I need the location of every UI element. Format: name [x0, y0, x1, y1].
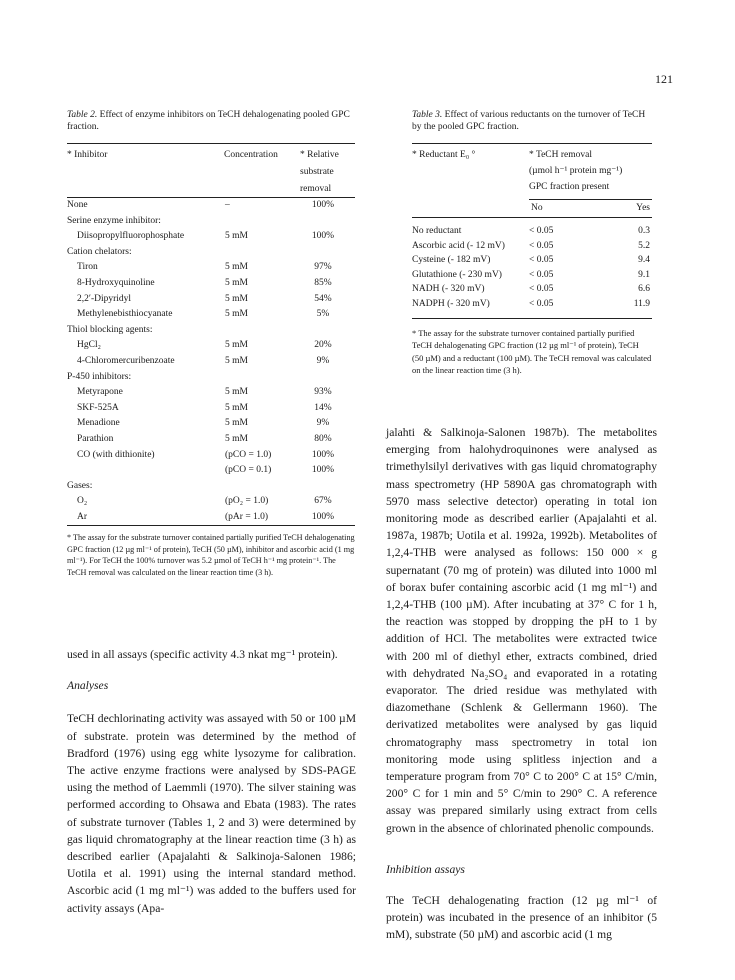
table-2-cell-inhibitor: Gases: [67, 480, 93, 491]
table-2-cell-inhibitor: Thiol blocking agents: [67, 324, 153, 335]
table-2-cell-concentration: (pCO = 0.1) [225, 465, 272, 476]
table-3-header-line-2: (µmol h⁻¹ protein mg⁻¹) [529, 166, 623, 176]
table-2-cell-inhibitor: 8-Hydroxyquinoline [77, 277, 155, 288]
table-2-cell-removal: 9% [316, 355, 330, 366]
table-2-bottom-rule [67, 525, 355, 526]
table-2-row [67, 354, 355, 370]
table-2-row [67, 385, 355, 401]
table-3-header-line-3: GPC fraction present [529, 182, 610, 192]
table-2-row [67, 323, 355, 339]
table-2-row [67, 416, 355, 432]
table-3-header [412, 144, 652, 199]
table-3-cell-no-gpc: < 0.05 [529, 269, 554, 280]
table-3-cell-no-gpc: < 0.05 [529, 284, 554, 295]
table-3-subheader-no: No [531, 203, 543, 213]
table-2-cell-removal: 9% [316, 418, 330, 429]
table-2-cell-removal: 80% [314, 433, 332, 444]
table-3-cell-gpc: 9.1 [638, 269, 650, 280]
table-3-cell-gpc: 9.4 [638, 255, 650, 266]
table-2-row [67, 245, 355, 261]
table-3-caption [412, 109, 652, 133]
table-3-cell-gpc: 11.9 [633, 298, 650, 309]
table-2-row [67, 463, 355, 479]
table-2-cell-removal: 100% [311, 465, 335, 476]
table-2-cell-concentration: 5 mM [225, 433, 248, 444]
table-3-cell-gpc: 6.6 [638, 284, 650, 295]
table-2-row [67, 338, 355, 354]
table-2 [67, 109, 355, 587]
table-3-cell-reductant: NADH (- 320 mV) [412, 284, 485, 295]
table-2-cell-inhibitor: Ar [77, 511, 88, 522]
table-2-caption [67, 109, 355, 133]
table-3-title: Effect of various reductants on the turnover of TeCH by the pooled GPC fraction. [412, 110, 646, 132]
table-2-cell-inhibitor: 4-Chloromercuribenzoate [77, 355, 175, 366]
table-3-cell-reductant: NADPH (- 320 mV) [412, 298, 490, 309]
table-2-cell-inhibitor: Serine enzyme inhibitor: [67, 215, 161, 226]
page-number: 121 [655, 72, 673, 86]
table-2-cell-concentration: (pCO = 1.0) [225, 449, 272, 460]
table-3-header-removal [529, 147, 622, 195]
table-2-cell-concentration: 5 mM [225, 418, 248, 429]
table-3-cell-no-gpc: < 0.05 [529, 298, 554, 309]
table-3-header-line-1: * TeCH removal [529, 150, 593, 160]
left-paragraph-2: TeCH dechlorinating activity was assayed with 50 or 100 µM of substrate. protein was determined by the method of Bradford (1976) using egg white lysozyme for calibration. The active enzyme fractions were analysed by SDS-PAGE using the method of Laemmli (1970). The silver staining was performed according to Ohsawa and Ebata (1983). The rates of substrate turnover (Tables 1, 2 and 3) were determined by gas liquid chromatography at the linear reaction time (3 h) as described earlier (Apajalahti & Salkinoja-Salonen 1986; Uotila et al. 1991) using the internal standard method. Ascorbic acid (1 mg ml⁻¹) was added to the buffers used for activity assays (Apa- [67, 712, 356, 915]
table-2-header-inhibitor: * Inhibitor [67, 150, 108, 160]
table-3-cell-reductant: Glutathione (- 230 mV) [412, 269, 502, 280]
table-2-cell-concentration: (pO₂ = 1.0) [225, 496, 269, 507]
table-3-label: Table 3. [412, 110, 443, 120]
table-2-cell-inhibitor: Parathion [77, 433, 114, 444]
table-3-header-rule [412, 217, 652, 218]
table-2-cell-concentration: (pAr = 1.0) [225, 511, 269, 522]
table-2-cell-inhibitor: P-450 inhibitors: [67, 371, 132, 382]
table-2-cell-concentration: 5 mM [225, 293, 248, 304]
left-column-text [67, 646, 356, 917]
table-2-cell-removal: 100% [311, 231, 335, 242]
table-3-row [412, 282, 652, 297]
table-3-row [412, 239, 652, 254]
table-3-cell-reductant: No reductant [412, 226, 462, 236]
table-2-row [67, 494, 355, 510]
section-heading-analyses: Analyses [67, 679, 109, 693]
table-3-row [412, 297, 652, 312]
table-2-cell-removal: 100% [311, 449, 335, 460]
table-2-body [67, 198, 355, 525]
table-2-header [67, 144, 355, 197]
right-paragraph-2: The TeCH dehalogenating fraction (12 µg ml⁻¹ of protein) was incubated in the presence of an inhibitor (5 mM), substrate (50 µM) and ascorbic acid (1 mg [386, 894, 657, 942]
table-2-row [67, 307, 355, 323]
table-2-cell-removal: 93% [314, 387, 332, 398]
table-3-cell-no-gpc: < 0.05 [529, 255, 554, 266]
table-2-row [67, 479, 355, 495]
left-paragraph-1: used in all assays (specific activity 4.3 nkat mg⁻¹ protein). [67, 648, 338, 661]
table-2-cell-inhibitor: SKF-525A [77, 402, 119, 413]
table-2-row [67, 432, 355, 448]
table-2-cell-inhibitor: Cation chelators: [67, 246, 132, 257]
table-2-cell-removal: 85% [314, 277, 332, 288]
table-2-row [67, 214, 355, 230]
table-2-cell-removal: 20% [314, 340, 332, 351]
table-2-cell-concentration: 5 mM [225, 355, 248, 366]
table-3-footnote: * The assay for the substrate turnover contained partially purified TeCH dehalogenating GPC fraction (12 µg ml⁻¹ of protein), TeCH (50 µM) and a reductant (100 µM). The TeCH removal was calculated on the linear reaction time (3 h). [412, 327, 652, 376]
table-2-cell-concentration: 5 mM [225, 387, 248, 398]
right-paragraph-1: jalahti & Salkinoja-Salonen 1987b). The metabolites emerging from halohydroquinones were analysed as trimethylsilyl derivatives with gas liquid chromatography mass spectrometry (HP 5890A gas chromatograph with 5970 mass selective detector) operating in total ion monitoring mode as described earlier (Apajalahti et al. 1987a, 1987b; Uotila et al. 1992a, 1992b). Metabolites of 1,2,4-THB were analysed as follows: 150 000 × g supernatant (70 mg of protein) was diluted into 1000 ml of borax bufer containing ascorbic acid (1 mg ml⁻¹) and 1,2,4-THB (100 µM). After incubating at 37° C for 1 h, the reaction was stopped by dropping the pH to 1 by addition of HCl. The metabolites were extracted twice with 200 ml of diethyl ether, extracts combined, dried with dehydrated Na₂SO₄ and evaporated in a rotating evaporator. The dried residue was methylated with diazomethane (Schlenk & Gellermann 1960). The derivatized metabolites were analysed by gas liquid chromatography mass spectrometry in total ion monitoring mode using splitless injection and a temperature program from 70° C to 200° C at 15° C/min, 200° C for 1 min and 5° C/min to 290° C. A reference assay was prepared similarly using extract from cells grown in the absence of chlorinated phenolic compounds. [386, 426, 657, 835]
table-2-header-concentration: Concentration [224, 150, 278, 160]
table-2-cell-concentration: 5 mM [225, 402, 248, 413]
right-column-text [386, 424, 657, 944]
table-2-title: Effect of enzyme inhibitors on TeCH dehalogenating pooled GPC fraction. [67, 110, 350, 132]
table-3-subheader-yes: Yes [636, 203, 650, 213]
table-2-cell-inhibitor: Menadione [77, 418, 120, 429]
table-2-cell-removal: 67% [314, 496, 332, 507]
table-2-cell-removal: 5% [316, 309, 330, 320]
table-2-cell-concentration: 5 mM [225, 309, 248, 320]
table-2-cell-removal: 100% [311, 200, 335, 210]
table-2-row [67, 401, 355, 417]
table-2-cell-inhibitor: Methylenebisthiocyanate [77, 309, 173, 320]
table-2-cell-removal: 97% [314, 262, 332, 273]
table-2-cell-inhibitor: Diisopropylfluorophosphate [77, 231, 185, 242]
table-2-row [67, 510, 355, 526]
table-3-body [412, 224, 652, 312]
table-3-header-reductant: * Reductant E₀ ° [412, 150, 476, 160]
table-2-row [67, 260, 355, 276]
table-3 [412, 109, 652, 385]
table-2-footnote: * The assay for the substrate turnover contained partially purified TeCH dehalogenating GPC fraction (12 µg ml⁻¹ of protein), TeCH (50 µM), inhibitor and ascorbic acid (1 mg ml⁻¹). For TeCH the 100% turnover was 5.2 µmol of TeCH h⁻¹ mg protein⁻¹. The TeCH removal was calculated on the linear reaction time (3 h). [67, 533, 355, 577]
table-2-cell-concentration: – [225, 200, 230, 210]
table-2-label: Table 2. [67, 110, 98, 120]
table-2-cell-concentration: 5 mM [225, 231, 248, 242]
table-2-cell-inhibitor: None [67, 200, 88, 210]
table-2-cell-inhibitor: 2,2′-Dipyridyl [77, 293, 132, 304]
table-3-subheader [529, 199, 652, 217]
table-3-row [412, 268, 652, 283]
table-2-row [67, 276, 355, 292]
table-3-cell-no-gpc: < 0.05 [529, 240, 554, 251]
table-2-header-relative-removal: * Relative substrate removal [300, 150, 339, 194]
table-2-cell-inhibitor: HgCl₂ [77, 340, 101, 351]
table-2-cell-removal: 100% [311, 511, 335, 522]
table-3-row [412, 224, 652, 239]
table-2-row [67, 448, 355, 464]
table-3-cell-reductant: Cysteine (- 182 mV) [412, 255, 491, 266]
table-2-cell-removal: 54% [314, 293, 332, 304]
table-3-cell-reductant: Ascorbic acid (- 12 mV) [412, 240, 505, 251]
table-2-cell-concentration: 5 mM [225, 262, 248, 273]
table-2-row [67, 292, 355, 308]
table-2-row [67, 370, 355, 386]
table-3-cell-no-gpc: < 0.05 [529, 226, 554, 236]
table-3-cell-gpc: 0.3 [638, 226, 650, 236]
table-2-cell-inhibitor: CO (with dithionite) [77, 449, 155, 460]
table-2-cell-concentration: 5 mM [225, 340, 248, 351]
table-3-cell-gpc: 5.2 [638, 240, 650, 251]
table-2-cell-removal: 14% [314, 402, 332, 413]
table-3-row [412, 253, 652, 268]
table-2-cell-inhibitor: Tiron [77, 262, 98, 273]
table-2-row [67, 198, 355, 214]
table-2-cell-concentration: 5 mM [225, 277, 248, 288]
table-2-cell-inhibitor: Metyrapone [77, 387, 123, 398]
table-2-cell-inhibitor: O₂ [77, 496, 88, 507]
table-3-bottom-rule [412, 318, 652, 319]
section-heading-inhibition-assays: Inhibition assays [386, 862, 465, 876]
table-2-row [67, 229, 355, 245]
